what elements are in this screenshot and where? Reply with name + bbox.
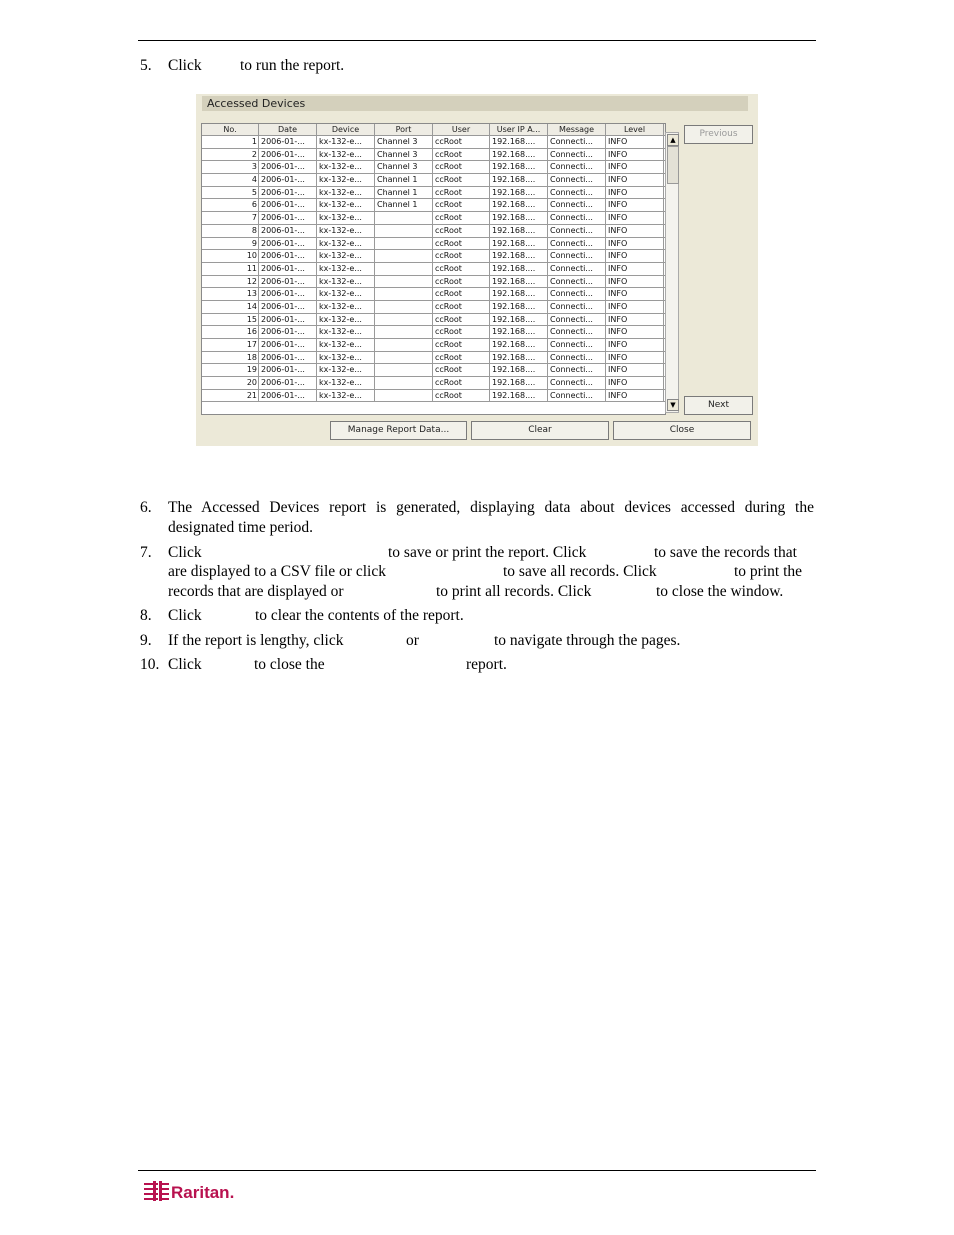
table-cell: ccRoot <box>433 149 490 161</box>
table-cell: 192.168.... <box>490 161 548 173</box>
step-9-text-a: If the report is lengthy, click <box>168 632 344 649</box>
table-cell: Connecti... <box>548 225 606 237</box>
table-cell <box>375 212 433 224</box>
table-cell: 2006-01-... <box>259 149 317 161</box>
table-row[interactable] <box>202 225 665 238</box>
table-cell: Channel 3 <box>375 149 433 161</box>
table-row[interactable] <box>202 301 665 314</box>
table-row[interactable] <box>202 149 665 162</box>
table-cell: kx-132-e... <box>317 301 375 313</box>
table-cell: Channel 3 <box>375 161 433 173</box>
step-9-number: 9. <box>140 632 152 649</box>
table-cell: 2006-01-... <box>259 136 317 148</box>
table-cell: INFO <box>606 250 664 262</box>
table-cell <box>375 339 433 351</box>
table-cell: 192.168.... <box>490 250 548 262</box>
table-cell: Connecti... <box>548 136 606 148</box>
step-10-text-a: Click <box>168 656 202 673</box>
table-cell: 10 <box>202 250 259 262</box>
table-cell: 2006-01-... <box>259 225 317 237</box>
table-row[interactable] <box>202 364 665 377</box>
table-cell: INFO <box>606 212 664 224</box>
scroll-up-icon[interactable]: ▲ <box>667 134 679 146</box>
table-cell: 2006-01-... <box>259 174 317 186</box>
footer-rule <box>138 1170 816 1171</box>
table-cell: INFO <box>606 364 664 376</box>
table-cell: 15 <box>202 314 259 326</box>
step-10-text-c: report. <box>466 656 507 673</box>
table-cell: 17 <box>202 339 259 351</box>
table-cell: 16 <box>202 326 259 338</box>
table-cell: 192.168.... <box>490 263 548 275</box>
table-cell: 2006-01-... <box>259 263 317 275</box>
table-row[interactable] <box>202 377 665 390</box>
table-cell: 192.168.... <box>490 212 548 224</box>
table-cell: ccRoot <box>433 339 490 351</box>
table-cell: 192.168.... <box>490 390 548 402</box>
table-cell: kx-132-e... <box>317 250 375 262</box>
table-cell: INFO <box>606 238 664 250</box>
table-cell: 2006-01-... <box>259 377 317 389</box>
table-cell: INFO <box>606 301 664 313</box>
table-row[interactable] <box>202 326 665 339</box>
table-row[interactable] <box>202 238 665 251</box>
table-cell: 2006-01-... <box>259 187 317 199</box>
table-cell: 192.168.... <box>490 352 548 364</box>
table-cell <box>375 263 433 275</box>
scroll-thumb[interactable] <box>667 146 679 184</box>
table-cell: kx-132-e... <box>317 314 375 326</box>
table-row[interactable] <box>202 174 665 187</box>
table-cell: Connecti... <box>548 250 606 262</box>
table-cell: 192.168.... <box>490 149 548 161</box>
table-cell: ccRoot <box>433 238 490 250</box>
manage-report-data-button[interactable]: Manage Report Data... <box>330 421 467 440</box>
table-cell: ccRoot <box>433 326 490 338</box>
table-cell: kx-132-e... <box>317 263 375 275</box>
table-cell: 192.168.... <box>490 238 548 250</box>
table-cell: Connecti... <box>548 161 606 173</box>
table-cell: INFO <box>606 326 664 338</box>
table-cell: 21 <box>202 390 259 402</box>
raritan-logo <box>144 1180 254 1207</box>
column-header[interactable]: Message <box>548 124 606 135</box>
table-cell: INFO <box>606 390 664 402</box>
table-cell: Connecti... <box>548 199 606 211</box>
dialog-title: Accessed Devices <box>202 96 748 111</box>
table-cell: Connecti... <box>548 212 606 224</box>
table-cell <box>375 352 433 364</box>
step-7-l1c: to save the records that <box>654 544 797 561</box>
table-cell: 2006-01-... <box>259 364 317 376</box>
table-cell: kx-132-e... <box>317 225 375 237</box>
step-10-number: 10. <box>140 656 160 673</box>
table-cell: 6 <box>202 199 259 211</box>
table-cell: 192.168.... <box>490 364 548 376</box>
table-cell: INFO <box>606 174 664 186</box>
column-header[interactable]: User <box>433 124 490 135</box>
table-cell: 2006-01-... <box>259 161 317 173</box>
table-cell: ccRoot <box>433 352 490 364</box>
table-cell: 192.168.... <box>490 276 548 288</box>
table-cell: 192.168.... <box>490 199 548 211</box>
table-cell: kx-132-e... <box>317 174 375 186</box>
table-cell: 7 <box>202 212 259 224</box>
table-cell <box>375 377 433 389</box>
table-cell: kx-132-e... <box>317 326 375 338</box>
step-5-number: 5. <box>140 57 152 74</box>
table-cell: 192.168.... <box>490 288 548 300</box>
step-7-l1a: Click <box>168 544 202 561</box>
table-cell: 14 <box>202 301 259 313</box>
table-cell: ccRoot <box>433 390 490 402</box>
table-cell: 2006-01-... <box>259 352 317 364</box>
table-cell: 2006-01-... <box>259 238 317 250</box>
table-cell: ccRoot <box>433 377 490 389</box>
table-cell: 192.168.... <box>490 339 548 351</box>
table-cell <box>375 250 433 262</box>
table-cell <box>375 288 433 300</box>
close-button[interactable]: Close <box>613 421 751 440</box>
table-row[interactable] <box>202 199 665 212</box>
step-7-l1b: to save or print the report. Click <box>388 544 587 561</box>
table-cell: Connecti... <box>548 238 606 250</box>
table-cell <box>375 390 433 402</box>
header-rule <box>138 40 816 41</box>
table-cell: INFO <box>606 263 664 275</box>
table-cell: Connecti... <box>548 390 606 402</box>
table-body <box>202 136 665 402</box>
table-cell: Channel 1 <box>375 187 433 199</box>
table-cell: Connecti... <box>548 301 606 313</box>
table-cell <box>375 326 433 338</box>
table-cell: INFO <box>606 161 664 173</box>
table-header <box>202 124 665 136</box>
previous-button[interactable]: Previous <box>684 125 753 144</box>
table-cell: INFO <box>606 276 664 288</box>
table-cell: 9 <box>202 238 259 250</box>
scroll-down-icon[interactable]: ▼ <box>667 399 679 411</box>
table-cell: 192.168.... <box>490 187 548 199</box>
column-header[interactable]: User IP A... <box>490 124 548 135</box>
table-cell: 13 <box>202 288 259 300</box>
table-cell: ccRoot <box>433 187 490 199</box>
table-row[interactable] <box>202 187 665 200</box>
table-cell: kx-132-e... <box>317 149 375 161</box>
table-cell: Channel 1 <box>375 199 433 211</box>
step-10-text-b: to close the <box>254 656 325 673</box>
table-cell: kx-132-e... <box>317 187 375 199</box>
column-header[interactable]: Device <box>317 124 375 135</box>
table-cell: kx-132-e... <box>317 276 375 288</box>
table-cell: kx-132-e... <box>317 161 375 173</box>
table-cell: Connecti... <box>548 352 606 364</box>
table-cell: Connecti... <box>548 288 606 300</box>
svg-text:Raritan.: Raritan. <box>171 1183 235 1202</box>
table-cell: Connecti... <box>548 377 606 389</box>
table-cell: INFO <box>606 149 664 161</box>
step-7-l3b: to print all records. Click <box>436 583 592 600</box>
table-cell: kx-132-e... <box>317 238 375 250</box>
table-cell: 192.168.... <box>490 377 548 389</box>
table-cell: kx-132-e... <box>317 364 375 376</box>
table-cell: 192.168.... <box>490 174 548 186</box>
step-7-l2b: to save all records. Click <box>503 563 657 580</box>
step-6-number: 6. <box>140 499 152 516</box>
step-6-line-2: designated time period. <box>168 519 314 536</box>
step-7-l3c: to close the window. <box>656 583 784 600</box>
table-row[interactable] <box>202 390 665 403</box>
table-cell: Connecti... <box>548 263 606 275</box>
table-cell <box>375 276 433 288</box>
table-row[interactable] <box>202 250 665 263</box>
table-cell: INFO <box>606 187 664 199</box>
table-cell: 192.168.... <box>490 136 548 148</box>
column-header[interactable]: Port <box>375 124 433 135</box>
table-cell: ccRoot <box>433 136 490 148</box>
table-cell: kx-132-e... <box>317 288 375 300</box>
report-table <box>201 123 666 415</box>
clear-button[interactable]: Clear <box>471 421 609 440</box>
table-cell: Connecti... <box>548 314 606 326</box>
table-cell: ccRoot <box>433 225 490 237</box>
table-cell: 2006-01-... <box>259 326 317 338</box>
table-cell: 2006-01-... <box>259 276 317 288</box>
next-button[interactable]: Next <box>684 396 753 415</box>
table-cell: 2006-01-... <box>259 288 317 300</box>
table-cell <box>375 238 433 250</box>
table-cell: 2006-01-... <box>259 339 317 351</box>
table-cell: Connecti... <box>548 174 606 186</box>
table-cell: kx-132-e... <box>317 352 375 364</box>
step-6-line-1: The Accessed Devices report is generated, displaying data about devices accessed during the <box>168 499 814 516</box>
table-row[interactable] <box>202 352 665 365</box>
table-cell: INFO <box>606 377 664 389</box>
table-cell: 18 <box>202 352 259 364</box>
table-cell: 20 <box>202 377 259 389</box>
table-cell: kx-132-e... <box>317 390 375 402</box>
step-8-number: 8. <box>140 607 152 624</box>
table-cell: INFO <box>606 225 664 237</box>
table-cell: ccRoot <box>433 301 490 313</box>
step-8-text-a: Click <box>168 607 202 624</box>
step-7-l2a: are displayed to a CSV file or click <box>168 563 386 580</box>
table-row[interactable] <box>202 276 665 289</box>
table-cell <box>375 225 433 237</box>
table-cell: INFO <box>606 288 664 300</box>
table-row[interactable] <box>202 161 665 174</box>
step-7-l3a: records that are displayed or <box>168 583 344 600</box>
table-cell: 2006-01-... <box>259 250 317 262</box>
table-cell: kx-132-e... <box>317 199 375 211</box>
vertical-scrollbar[interactable] <box>665 132 679 413</box>
table-cell: 5 <box>202 187 259 199</box>
table-row[interactable] <box>202 314 665 327</box>
table-cell <box>375 364 433 376</box>
raritan-logo-mark <box>144 1180 254 1202</box>
step-7-l2c: to print the <box>734 563 803 580</box>
step-7-number: 7. <box>140 544 152 561</box>
table-cell: 2006-01-... <box>259 301 317 313</box>
table-cell: INFO <box>606 199 664 211</box>
table-row[interactable] <box>202 339 665 352</box>
table-cell: INFO <box>606 339 664 351</box>
table-cell: ccRoot <box>433 161 490 173</box>
table-cell: 4 <box>202 174 259 186</box>
table-cell: 2006-01-... <box>259 199 317 211</box>
column-header[interactable]: Level <box>606 124 664 135</box>
step-8-text-b: to clear the contents of the report. <box>255 607 464 624</box>
table-cell: 3 <box>202 161 259 173</box>
table-cell: Connecti... <box>548 364 606 376</box>
table-row[interactable] <box>202 263 665 276</box>
table-cell: ccRoot <box>433 364 490 376</box>
step-9-text-b: or <box>406 632 419 649</box>
table-cell: ccRoot <box>433 212 490 224</box>
table-cell: ccRoot <box>433 276 490 288</box>
table-cell: INFO <box>606 352 664 364</box>
table-cell: 192.168.... <box>490 326 548 338</box>
table-cell: 2 <box>202 149 259 161</box>
column-header[interactable]: No. <box>202 124 259 135</box>
table-cell: 12 <box>202 276 259 288</box>
table-cell: 19 <box>202 364 259 376</box>
table-cell: kx-132-e... <box>317 377 375 389</box>
table-cell: 192.168.... <box>490 225 548 237</box>
table-cell: Connecti... <box>548 187 606 199</box>
table-cell: ccRoot <box>433 288 490 300</box>
table-cell: 2006-01-... <box>259 314 317 326</box>
table-cell: kx-132-e... <box>317 212 375 224</box>
table-cell: kx-132-e... <box>317 136 375 148</box>
table-cell: 2006-01-... <box>259 212 317 224</box>
table-cell: INFO <box>606 314 664 326</box>
table-cell: ccRoot <box>433 314 490 326</box>
table-cell: ccRoot <box>433 250 490 262</box>
table-cell: Connecti... <box>548 326 606 338</box>
table-cell: ccRoot <box>433 263 490 275</box>
accessed-devices-dialog <box>196 94 758 446</box>
table-cell: Connecti... <box>548 339 606 351</box>
table-row[interactable] <box>202 212 665 225</box>
table-cell: 1 <box>202 136 259 148</box>
table-cell: 192.168.... <box>490 314 548 326</box>
step-9-text-c: to navigate through the pages. <box>494 632 681 649</box>
table-row[interactable] <box>202 288 665 301</box>
table-cell: kx-132-e... <box>317 339 375 351</box>
table-cell: Connecti... <box>548 149 606 161</box>
table-cell: 192.168.... <box>490 301 548 313</box>
table-cell: Channel 1 <box>375 174 433 186</box>
table-cell: 8 <box>202 225 259 237</box>
table-cell: ccRoot <box>433 174 490 186</box>
step-5-text-a: Click <box>168 57 202 74</box>
table-cell <box>375 314 433 326</box>
table-cell: Connecti... <box>548 276 606 288</box>
step-5-text-b: to run the report. <box>240 57 345 74</box>
table-cell: INFO <box>606 136 664 148</box>
table-cell: 2006-01-... <box>259 390 317 402</box>
table-cell: 11 <box>202 263 259 275</box>
table-cell: Channel 3 <box>375 136 433 148</box>
table-row[interactable] <box>202 136 665 149</box>
column-header[interactable]: Date <box>259 124 317 135</box>
table-cell <box>375 301 433 313</box>
table-cell: ccRoot <box>433 199 490 211</box>
